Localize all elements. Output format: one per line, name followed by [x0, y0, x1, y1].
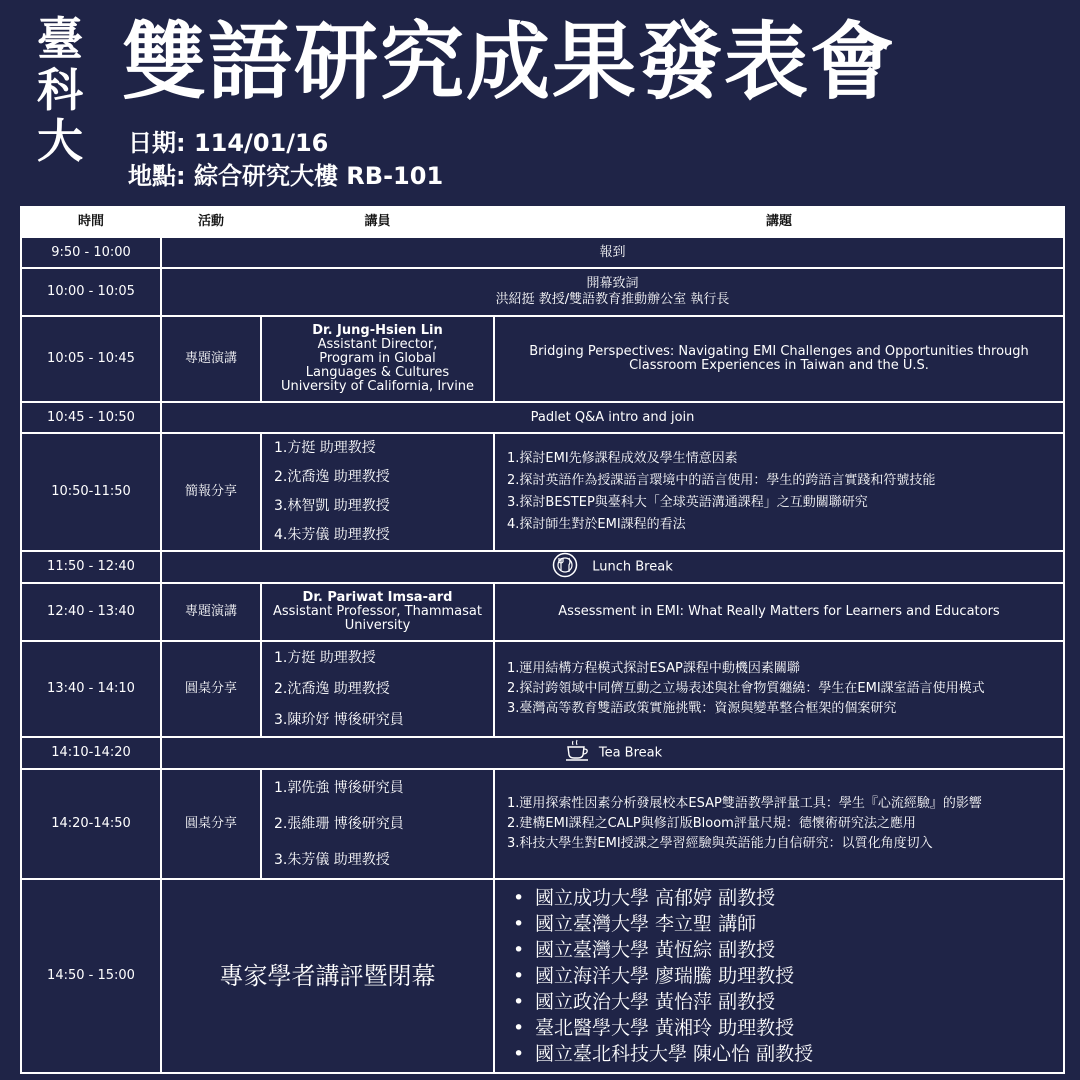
- speaker-item: 1.郭侁強 博後研究員: [274, 780, 404, 796]
- speaker-name: Dr. Jung-Hsien Lin: [312, 323, 443, 338]
- speaker-item: 3.朱芳儀 助理教授: [274, 852, 390, 868]
- event-title: 雙語研究成果發表會: [122, 13, 897, 111]
- panel-member: • 國立成功大學 高郁婷 副教授: [505, 885, 1060, 911]
- tea-label: Tea Break: [598, 745, 663, 761]
- speaker-item: 3.林智凱 助理教授: [274, 498, 390, 514]
- table-row: [21, 737, 1064, 769]
- column-header-topic: 講題: [494, 207, 1064, 237]
- speaker-item: 2.沈喬逸 助理教授: [274, 469, 390, 485]
- speaker-item: 4.朱芳儀 助理教授: [274, 527, 390, 543]
- topic-item: 1.探討EMI先修課程成效及學生情意因素: [507, 451, 738, 466]
- vertical-char: 科: [37, 63, 83, 117]
- opening-cell: [161, 268, 1064, 316]
- tea-cell: [161, 737, 1064, 769]
- opening-host: 洪紹挺 教授/雙語教育推動辦公室 執行長: [495, 292, 730, 307]
- padlet-cell: Padlet Q&A intro and join: [161, 402, 1064, 433]
- topic-item: 3.科技大學生對EMI授課之學習經驗與英語能力自信研究：以質化角度切入: [507, 836, 933, 851]
- topic-item: 4.探討師生對於EMI課程的看法: [507, 517, 686, 532]
- activity-cell: 圓桌分享: [161, 641, 261, 737]
- panel-list: [494, 879, 1064, 1073]
- speaker-item: 2.沈喬逸 助理教授: [274, 680, 390, 697]
- table-header-row: [21, 207, 1064, 237]
- school-vertical-title: [32, 14, 88, 167]
- time-cell: 10:00 - 10:05: [21, 268, 161, 316]
- time-cell: 9:50 - 10:00: [21, 237, 161, 268]
- speaker-line: Assistant Professor, Thammasat: [273, 604, 482, 619]
- time-cell: 14:20-14:50: [21, 769, 161, 879]
- panel-member: • 國立政治大學 黃怡萍 副教授: [505, 989, 1060, 1015]
- speaker-item: 1.方挺 助理教授: [274, 440, 376, 456]
- topic-item: 2.探討英語作為授課語言環境中的語言使用：學生的跨語言實踐和符號技能: [507, 473, 936, 488]
- speaker-cell: [261, 316, 494, 402]
- speaker-list: [261, 433, 494, 551]
- activity-cell: 簡報分享: [161, 433, 261, 551]
- opening-title: 開幕致詞: [586, 276, 639, 291]
- speaker-line: Program in Global: [319, 351, 436, 366]
- speaker-list: [261, 641, 494, 737]
- table-row: [21, 769, 1064, 879]
- plate-cutlery-icon: [552, 552, 578, 582]
- topic-list: [494, 641, 1064, 737]
- table-row: [21, 237, 1064, 268]
- activity-cell: 專題演講: [161, 316, 261, 402]
- topic-item: 2.探討跨領域中同儕互動之立場表述與社會物質纏繞：學生在EMI課室語言使用模式: [507, 681, 985, 696]
- topic-item: 1.運用探索性因素分析發展校本ESAP雙語教學評量工具：學生『心流經驗』的影響: [507, 796, 982, 811]
- topic-list: [494, 433, 1064, 551]
- table-row: [21, 641, 1064, 737]
- table-row: [21, 268, 1064, 316]
- vertical-char: 大: [37, 114, 83, 168]
- table-row: [21, 583, 1064, 641]
- table-row: [21, 879, 1064, 1073]
- speaker-cell: [261, 583, 494, 641]
- time-cell: 11:50 - 12:40: [21, 551, 161, 583]
- vertical-char: 臺: [37, 12, 83, 66]
- table-row: [21, 402, 1064, 433]
- closing-title: 專家學者講評暨閉幕: [161, 879, 494, 1073]
- panel-member: • 國立臺灣大學 李立聖 講師: [505, 911, 1060, 937]
- time-cell: 10:05 - 10:45: [21, 316, 161, 402]
- speaker-item: 3.陳玠妤 博後研究員: [274, 711, 404, 728]
- schedule-table: [20, 206, 1065, 1074]
- panel-member: • 國立臺北科技大學 陳心怡 副教授: [505, 1041, 1060, 1067]
- topic-cell: Assessment in EMI: What Really Matters for Learners and Educators: [494, 583, 1064, 641]
- speaker-line: Assistant Director,: [317, 337, 438, 352]
- panel-member: • 國立臺灣大學 黃恆綜 副教授: [505, 937, 1060, 963]
- event-date: 日期: 114/01/16: [128, 129, 329, 157]
- activity-cell: 專題演講: [161, 583, 261, 641]
- teacup-icon: [563, 738, 593, 768]
- time-cell: 13:40 - 14:10: [21, 641, 161, 737]
- time-cell: 14:50 - 15:00: [21, 879, 161, 1073]
- speaker-list: [261, 769, 494, 879]
- lunch-cell: [161, 551, 1064, 583]
- speaker-line: University of California, Irvine: [280, 379, 475, 394]
- topic-item: 2.建構EMI課程之CALP與修訂版Bloom評量尺規：德懷術研究法之應用: [507, 816, 916, 831]
- topic-item: 3.臺灣高等教育雙語政策實施挑戰：資源與變革整合框架的個案研究: [507, 701, 897, 716]
- table-row: [21, 551, 1064, 583]
- topic-list: [494, 769, 1064, 879]
- column-header-time: 時間: [21, 207, 161, 237]
- time-cell: 14:10-14:20: [21, 737, 161, 769]
- table-row: [21, 433, 1064, 551]
- column-header-speaker: 講員: [261, 207, 494, 237]
- time-cell: 12:40 - 13:40: [21, 583, 161, 641]
- time-cell: 10:50-11:50: [21, 433, 161, 551]
- event-venue: 地點: 綜合研究大樓 RB-101: [128, 162, 444, 190]
- column-header-activity: 活動: [161, 207, 261, 237]
- activity-cell: 圓桌分享: [161, 769, 261, 879]
- speaker-item: 2.張維珊 博後研究員: [274, 816, 404, 832]
- lunch-label: Lunch Break: [592, 559, 673, 575]
- table-row: [21, 316, 1064, 402]
- topic-item: 1.運用結構方程模式探討ESAP課程中動機因素關聯: [507, 661, 800, 676]
- panel-member: • 臺北醫學大學 黃湘玲 助理教授: [505, 1015, 1060, 1041]
- panel-member: • 國立海洋大學 廖瑞騰 助理教授: [505, 963, 1060, 989]
- speaker-item: 1.方挺 助理教授: [274, 649, 376, 666]
- speaker-name: Dr. Pariwat Imsa-ard: [302, 590, 453, 605]
- topic-cell: Bridging Perspectives: Navigating EMI Challenges and Opportunities through Classroom Experiences in Taiwan and the U.S.: [494, 316, 1064, 402]
- topic-item: 3.探討BESTEP與臺科大「全球英語溝通課程」之互動關聯研究: [507, 495, 868, 510]
- speaker-line: University: [344, 618, 411, 633]
- speaker-line: Languages & Cultures: [305, 365, 450, 380]
- time-cell: 10:45 - 10:50: [21, 402, 161, 433]
- checkin-cell: 報到: [161, 237, 1064, 268]
